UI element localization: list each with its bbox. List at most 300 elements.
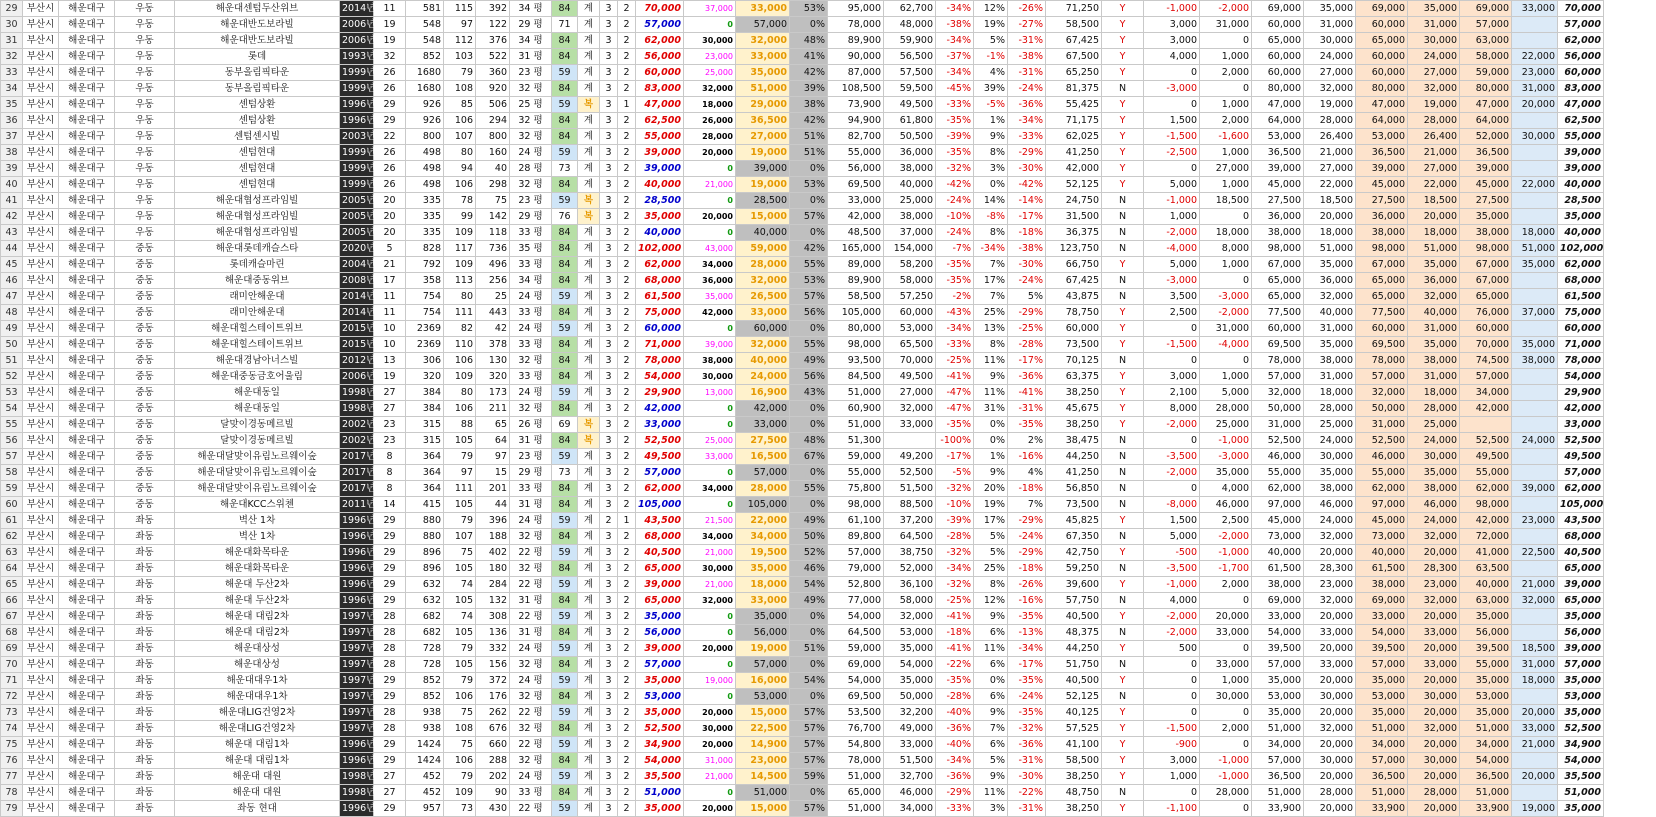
area-cell[interactable]: 73 [552,465,578,481]
sale-change-cell[interactable]: 0 [1144,433,1200,449]
quote-sale-cell[interactable]: 77,500 [1252,305,1304,321]
unit-count-cell[interactable]: 160 [476,145,510,161]
peak-price-cell[interactable]: 52,800 [828,577,884,593]
apartment-name-cell[interactable]: 동부올림픽타운 [175,65,340,81]
drop-rate-cell[interactable]: -32% [936,481,974,497]
sale-change-cell[interactable]: 8,000 [1144,401,1200,417]
low-price-cell[interactable]: 49,200 [884,449,936,465]
jeonse-ratio-cell[interactable]: 0% [790,609,828,625]
quote-sale-2-cell[interactable]: 55,000 [1356,465,1408,481]
peak-price-cell[interactable]: 89,800 [828,529,884,545]
low-price-cell[interactable]: 32,200 [884,705,936,721]
row-number[interactable]: 43 [1,225,23,241]
quote-sale-3-cell[interactable]: 98,000 [1460,241,1512,257]
quote-sale-cell[interactable]: 38,000 [1252,225,1304,241]
baths-cell[interactable]: 2 [618,401,636,417]
quote-sale-cell[interactable]: 47,000 [1252,97,1304,113]
unit-count-cell[interactable]: 122 [476,17,510,33]
change-rate-cell[interactable]: -33% [1008,129,1046,145]
quote-jeonse-2-cell[interactable]: 40,000 [1408,305,1460,321]
build-year-cell[interactable]: 2006년 [340,369,374,385]
baths-cell[interactable]: 2 [618,81,636,97]
city-cell[interactable]: 부산시 [23,801,59,817]
final-price-cell[interactable]: 75,000 [1558,305,1604,321]
jeonse-ratio-cell[interactable]: 53% [790,1,828,17]
sale-change-cell[interactable]: -3,500 [1144,449,1200,465]
jeonse-change-cell[interactable]: 0 [1200,705,1252,721]
jeonse-change-cell[interactable]: 0 [1200,209,1252,225]
baths-cell[interactable]: 2 [618,225,636,241]
apartment-name-cell[interactable]: 해운대달맞이유림노르웨이숲 [175,481,340,497]
jeonse-price-cell[interactable]: 36,000 [684,273,736,289]
rooms-cell[interactable]: 3 [600,241,618,257]
quote-jeonse-2-cell[interactable]: 23,000 [1408,577,1460,593]
low-price-cell[interactable]: 35,000 [884,673,936,689]
flag-cell[interactable]: Y [1102,401,1144,417]
gap-cell[interactable]: 26,500 [736,289,790,305]
area-cell[interactable]: 76 [552,209,578,225]
low-price-cell[interactable]: 64,500 [884,529,936,545]
row-number[interactable]: 69 [1,641,23,657]
build-year-cell[interactable]: 1997년 [340,641,374,657]
quote-jeonse-2-cell[interactable]: 30,000 [1408,689,1460,705]
quote-sale-3-cell[interactable]: 69,000 [1460,1,1512,17]
quote-sale-2-cell[interactable]: 80,000 [1356,81,1408,97]
neighborhood-cell[interactable]: 우동 [115,209,175,225]
jeonse-ratio-cell[interactable]: 49% [790,353,828,369]
quote-jeonse-3-cell[interactable]: 18,500 [1512,641,1558,657]
city-cell[interactable]: 부산시 [23,417,59,433]
row-number[interactable]: 30 [1,17,23,33]
final-price-cell[interactable]: 34,900 [1558,737,1604,753]
build-year-cell[interactable]: 1998년 [340,785,374,801]
final-price-cell[interactable]: 62,500 [1558,113,1604,129]
district-cell[interactable]: 해운대구 [59,801,115,817]
drop-rate-cell[interactable]: -32% [936,545,974,561]
age-cell[interactable]: 11 [374,305,406,321]
row-number[interactable]: 55 [1,417,23,433]
households-cell[interactable]: 581 [406,1,444,17]
quote-jeonse-3-cell[interactable] [1512,785,1558,801]
drop-rate-cell[interactable]: -28% [936,529,974,545]
supply-area-cell[interactable]: 103 [444,49,476,65]
change-rate-cell[interactable]: -35% [1008,417,1046,433]
quote-jeonse-3-cell[interactable]: 24,000 [1512,433,1558,449]
jeonse-change-cell[interactable]: -1,000 [1200,433,1252,449]
quote-sale-cell[interactable]: 33,000 [1252,609,1304,625]
change-rate-cell[interactable]: -26% [1008,577,1046,593]
unit-count-cell[interactable]: 173 [476,385,510,401]
build-year-cell[interactable]: 1998년 [340,769,374,785]
age-cell[interactable]: 20 [374,225,406,241]
quote-sale-2-cell[interactable]: 57,000 [1356,657,1408,673]
neighborhood-cell[interactable]: 좌동 [115,609,175,625]
unit-count-cell[interactable]: 522 [476,49,510,65]
stair-type-cell[interactable]: 계 [578,321,600,337]
area-cell[interactable]: 73 [552,161,578,177]
drop-rate-cell[interactable]: -41% [936,369,974,385]
gap-cell[interactable]: 57,000 [736,465,790,481]
reference-price-cell[interactable]: 73,500 [1046,497,1102,513]
pyeong-cell[interactable]: 23 평 [510,65,552,81]
unit-count-cell[interactable]: 25 [476,289,510,305]
age-cell[interactable]: 29 [374,513,406,529]
rooms-cell[interactable]: 3 [600,737,618,753]
quote-jeonse-cell[interactable]: 35,000 [1304,257,1356,273]
city-cell[interactable]: 부산시 [23,273,59,289]
peak-price-cell[interactable]: 54,000 [828,673,884,689]
final-price-cell[interactable]: 54,000 [1558,753,1604,769]
supply-area-cell[interactable]: 115 [444,1,476,17]
rebound-rate-cell[interactable]: -5% [974,97,1008,113]
supply-area-cell[interactable]: 106 [444,689,476,705]
jeonse-change-cell[interactable]: -3,000 [1200,289,1252,305]
district-cell[interactable]: 해운대구 [59,81,115,97]
gap-cell[interactable]: 33,000 [736,593,790,609]
drop-rate-cell[interactable]: -33% [936,801,974,817]
flag-cell[interactable]: N [1102,449,1144,465]
neighborhood-cell[interactable]: 우동 [115,81,175,97]
quote-sale-2-cell[interactable]: 45,000 [1356,513,1408,529]
area-cell[interactable]: 84 [552,753,578,769]
flag-cell[interactable]: N [1102,81,1144,97]
change-rate-cell[interactable]: -30% [1008,161,1046,177]
change-rate-cell[interactable]: -25% [1008,321,1046,337]
peak-price-cell[interactable]: 61,100 [828,513,884,529]
drop-rate-cell[interactable]: -2% [936,289,974,305]
gap-cell[interactable]: 60,000 [736,321,790,337]
quote-jeonse-cell[interactable]: 20,000 [1304,769,1356,785]
row-number[interactable]: 67 [1,609,23,625]
city-cell[interactable]: 부산시 [23,769,59,785]
drop-rate-cell[interactable]: -34% [936,33,974,49]
unit-count-cell[interactable]: 800 [476,129,510,145]
quote-jeonse-cell[interactable]: 30,000 [1304,689,1356,705]
supply-area-cell[interactable]: 73 [444,801,476,817]
jeonse-ratio-cell[interactable]: 0% [790,625,828,641]
city-cell[interactable]: 부산시 [23,513,59,529]
rebound-rate-cell[interactable]: 9% [974,129,1008,145]
rooms-cell[interactable]: 3 [600,129,618,145]
quote-sale-2-cell[interactable]: 35,000 [1356,705,1408,721]
jeonse-change-cell[interactable]: 28,000 [1200,785,1252,801]
low-price-cell[interactable]: 27,000 [884,385,936,401]
pyeong-cell[interactable]: 22 평 [510,577,552,593]
jeonse-price-cell[interactable]: 21,000 [684,545,736,561]
quote-sale-2-cell[interactable]: 32,000 [1356,385,1408,401]
flag-cell[interactable]: Y [1102,17,1144,33]
area-cell[interactable]: 84 [552,241,578,257]
households-cell[interactable]: 792 [406,257,444,273]
supply-area-cell[interactable]: 80 [444,145,476,161]
flag-cell[interactable]: N [1102,465,1144,481]
final-price-cell[interactable]: 71,000 [1558,337,1604,353]
quote-jeonse-3-cell[interactable]: 39,000 [1512,481,1558,497]
quote-sale-cell[interactable]: 78,000 [1252,353,1304,369]
low-price-cell[interactable]: 57,250 [884,289,936,305]
final-price-cell[interactable]: 57,000 [1558,465,1604,481]
area-cell[interactable]: 59 [552,577,578,593]
city-cell[interactable]: 부산시 [23,465,59,481]
reference-price-cell[interactable]: 41,250 [1046,145,1102,161]
neighborhood-cell[interactable]: 좌동 [115,737,175,753]
jeonse-change-cell[interactable]: -3,000 [1200,449,1252,465]
quote-jeonse-cell[interactable]: 20,000 [1304,801,1356,817]
drop-rate-cell[interactable]: -35% [936,145,974,161]
change-rate-cell[interactable]: -29% [1008,513,1046,529]
rooms-cell[interactable]: 3 [600,625,618,641]
low-price-cell[interactable]: 52,000 [884,561,936,577]
drop-rate-cell[interactable]: -40% [936,705,974,721]
flag-cell[interactable]: Y [1102,721,1144,737]
area-cell[interactable]: 84 [552,657,578,673]
area-cell[interactable]: 84 [552,481,578,497]
jeonse-price-cell[interactable]: 20,000 [684,641,736,657]
change-rate-cell[interactable]: -35% [1008,673,1046,689]
sale-change-cell[interactable]: -500 [1144,545,1200,561]
final-price-cell[interactable]: 56,000 [1558,49,1604,65]
age-cell[interactable]: 27 [374,769,406,785]
pyeong-cell[interactable]: 32 평 [510,721,552,737]
sale-change-cell[interactable]: -1,500 [1144,337,1200,353]
age-cell[interactable]: 32 [374,49,406,65]
gap-cell[interactable]: 40,000 [736,225,790,241]
build-year-cell[interactable]: 1999년 [340,145,374,161]
flag-cell[interactable]: Y [1102,337,1144,353]
supply-area-cell[interactable]: 74 [444,577,476,593]
district-cell[interactable]: 해운대구 [59,337,115,353]
supply-area-cell[interactable]: 79 [444,673,476,689]
sale-price-cell[interactable]: 52,500 [636,433,684,449]
row-number[interactable]: 75 [1,737,23,753]
quote-sale-2-cell[interactable]: 69,000 [1356,1,1408,17]
district-cell[interactable]: 해운대구 [59,193,115,209]
neighborhood-cell[interactable]: 우동 [115,193,175,209]
build-year-cell[interactable]: 1999년 [340,161,374,177]
area-cell[interactable]: 84 [552,593,578,609]
low-price-cell[interactable]: 62,700 [884,1,936,17]
quote-jeonse-cell[interactable]: 33,000 [1304,625,1356,641]
peak-price-cell[interactable]: 69,500 [828,689,884,705]
quote-jeonse-cell[interactable]: 24,000 [1304,49,1356,65]
quote-jeonse-cell[interactable]: 28,300 [1304,561,1356,577]
apartment-name-cell[interactable]: 해운대대우1차 [175,673,340,689]
reference-price-cell[interactable]: 45,675 [1046,401,1102,417]
quote-jeonse-3-cell[interactable]: 22,000 [1512,49,1558,65]
sale-price-cell[interactable]: 62,500 [636,113,684,129]
quote-sale-cell[interactable]: 69,000 [1252,1,1304,17]
quote-jeonse-cell[interactable]: 32,000 [1304,81,1356,97]
unit-count-cell[interactable]: 211 [476,401,510,417]
peak-price-cell[interactable]: 64,500 [828,625,884,641]
neighborhood-cell[interactable]: 좌동 [115,593,175,609]
final-price-cell[interactable]: 57,000 [1558,657,1604,673]
gap-cell[interactable]: 15,000 [736,209,790,225]
baths-cell[interactable]: 2 [618,689,636,705]
area-cell[interactable]: 84 [552,129,578,145]
gap-cell[interactable]: 29,000 [736,97,790,113]
final-price-cell[interactable]: 60,000 [1558,321,1604,337]
quote-jeonse-2-cell[interactable]: 20,000 [1408,209,1460,225]
sale-price-cell[interactable]: 33,000 [636,417,684,433]
jeonse-change-cell[interactable]: 1,000 [1200,177,1252,193]
jeonse-price-cell[interactable]: 0 [684,321,736,337]
quote-sale-cell[interactable]: 55,000 [1252,465,1304,481]
row-number[interactable]: 44 [1,241,23,257]
jeonse-price-cell[interactable]: 37,000 [684,1,736,17]
flag-cell[interactable]: N [1102,225,1144,241]
age-cell[interactable]: 29 [374,689,406,705]
rebound-rate-cell[interactable]: 0% [974,417,1008,433]
drop-rate-cell[interactable]: -43% [936,305,974,321]
row-number[interactable]: 38 [1,145,23,161]
flag-cell[interactable]: Y [1102,177,1144,193]
stair-type-cell[interactable]: 계 [578,81,600,97]
neighborhood-cell[interactable]: 중동 [115,273,175,289]
supply-area-cell[interactable]: 111 [444,481,476,497]
city-cell[interactable]: 부산시 [23,65,59,81]
rooms-cell[interactable]: 3 [600,49,618,65]
rooms-cell[interactable]: 3 [600,433,618,449]
stair-type-cell[interactable]: 복 [578,433,600,449]
quote-sale-cell[interactable]: 97,000 [1252,497,1304,513]
sale-price-cell[interactable]: 71,000 [636,337,684,353]
row-number[interactable]: 68 [1,625,23,641]
peak-price-cell[interactable]: 59,000 [828,449,884,465]
supply-area-cell[interactable]: 106 [444,177,476,193]
unit-count-cell[interactable]: 308 [476,609,510,625]
final-price-cell[interactable]: 40,500 [1558,545,1604,561]
change-rate-cell[interactable]: -16% [1008,593,1046,609]
gap-cell[interactable]: 59,000 [736,241,790,257]
quote-jeonse-2-cell[interactable]: 32,000 [1408,721,1460,737]
sale-price-cell[interactable]: 61,500 [636,289,684,305]
apartment-name-cell[interactable]: 해운대대우1차 [175,689,340,705]
low-price-cell[interactable]: 50,500 [884,129,936,145]
jeonse-change-cell[interactable]: -1,000 [1200,545,1252,561]
quote-sale-cell[interactable]: 36,500 [1252,769,1304,785]
jeonse-price-cell[interactable]: 34,000 [684,481,736,497]
peak-price-cell[interactable]: 78,000 [828,753,884,769]
jeonse-price-cell[interactable]: 0 [684,689,736,705]
jeonse-change-cell[interactable]: -2,000 [1200,529,1252,545]
drop-rate-cell[interactable]: -24% [936,193,974,209]
baths-cell[interactable]: 2 [618,769,636,785]
supply-area-cell[interactable]: 78 [444,193,476,209]
peak-price-cell[interactable]: 89,900 [828,273,884,289]
jeonse-ratio-cell[interactable]: 42% [790,113,828,129]
rebound-rate-cell[interactable]: 8% [974,225,1008,241]
households-cell[interactable]: 896 [406,561,444,577]
change-rate-cell[interactable]: -18% [1008,481,1046,497]
baths-cell[interactable]: 2 [618,641,636,657]
apartment-name-cell[interactable]: 해운대힐스테이트위브 [175,337,340,353]
quote-sale-cell[interactable]: 45,000 [1252,513,1304,529]
households-cell[interactable]: 364 [406,481,444,497]
change-rate-cell[interactable]: -35% [1008,609,1046,625]
stair-type-cell[interactable]: 계 [578,673,600,689]
sale-price-cell[interactable]: 42,000 [636,401,684,417]
quote-sale-3-cell[interactable]: 60,000 [1460,321,1512,337]
sale-change-cell[interactable]: -4,000 [1144,241,1200,257]
unit-count-cell[interactable]: 402 [476,545,510,561]
quote-jeonse-2-cell[interactable]: 30,000 [1408,449,1460,465]
sale-change-cell[interactable]: -2,000 [1144,609,1200,625]
jeonse-ratio-cell[interactable]: 0% [790,657,828,673]
quote-jeonse-2-cell[interactable]: 46,000 [1408,497,1460,513]
gap-cell[interactable]: 18,000 [736,577,790,593]
jeonse-price-cell[interactable]: 0 [684,625,736,641]
gap-cell[interactable]: 105,000 [736,497,790,513]
row-number[interactable]: 61 [1,513,23,529]
peak-price-cell[interactable]: 94,900 [828,113,884,129]
quote-jeonse-3-cell[interactable]: 21,000 [1512,577,1558,593]
build-year-cell[interactable]: 2002년 [340,433,374,449]
quote-sale-2-cell[interactable]: 39,000 [1356,161,1408,177]
jeonse-change-cell[interactable]: 35,000 [1200,465,1252,481]
final-price-cell[interactable]: 83,000 [1558,81,1604,97]
neighborhood-cell[interactable]: 좌동 [115,561,175,577]
build-year-cell[interactable]: 2004년 [340,257,374,273]
quote-jeonse-2-cell[interactable]: 24,000 [1408,49,1460,65]
age-cell[interactable]: 29 [374,801,406,817]
jeonse-ratio-cell[interactable]: 42% [790,65,828,81]
quote-sale-cell[interactable]: 45,000 [1252,177,1304,193]
gap-cell[interactable]: 16,000 [736,673,790,689]
row-number[interactable]: 73 [1,705,23,721]
jeonse-change-cell[interactable]: 31,000 [1200,17,1252,33]
baths-cell[interactable]: 2 [618,785,636,801]
build-year-cell[interactable]: 1997년 [340,673,374,689]
drop-rate-cell[interactable]: -34% [936,65,974,81]
quote-jeonse-2-cell[interactable]: 33,000 [1408,657,1460,673]
jeonse-ratio-cell[interactable]: 0% [790,193,828,209]
unit-count-cell[interactable]: 496 [476,257,510,273]
change-rate-cell[interactable]: -30% [1008,769,1046,785]
neighborhood-cell[interactable]: 중동 [115,465,175,481]
quote-jeonse-2-cell[interactable]: 31,000 [1408,17,1460,33]
age-cell[interactable]: 8 [374,449,406,465]
apartment-name-cell[interactable]: 해운대중동금호어울림 [175,369,340,385]
quote-sale-2-cell[interactable]: 36,000 [1356,209,1408,225]
sale-price-cell[interactable]: 35,000 [636,673,684,689]
area-cell[interactable]: 59 [552,705,578,721]
quote-sale-3-cell[interactable]: 55,000 [1460,465,1512,481]
row-number[interactable]: 46 [1,273,23,289]
reference-price-cell[interactable]: 58,500 [1046,753,1102,769]
pyeong-cell[interactable]: 24 평 [510,385,552,401]
rebound-rate-cell[interactable]: 0% [974,673,1008,689]
unit-count-cell[interactable]: 118 [476,225,510,241]
quote-jeonse-cell[interactable]: 18,000 [1304,225,1356,241]
sale-price-cell[interactable]: 39,000 [636,145,684,161]
quote-jeonse-2-cell[interactable]: 28,000 [1408,401,1460,417]
flag-cell[interactable]: N [1102,433,1144,449]
supply-area-cell[interactable]: 106 [444,113,476,129]
district-cell[interactable]: 해운대구 [59,705,115,721]
pyeong-cell[interactable]: 29 평 [510,209,552,225]
district-cell[interactable]: 해운대구 [59,209,115,225]
jeonse-change-cell[interactable]: 1,000 [1200,673,1252,689]
quote-jeonse-3-cell[interactable] [1512,417,1558,433]
jeonse-change-cell[interactable]: 5,000 [1200,385,1252,401]
jeonse-price-cell[interactable]: 30,000 [684,561,736,577]
jeonse-price-cell[interactable]: 0 [684,465,736,481]
city-cell[interactable]: 부산시 [23,401,59,417]
final-price-cell[interactable]: 35,000 [1558,801,1604,817]
gap-cell[interactable]: 19,000 [736,641,790,657]
age-cell[interactable]: 21 [374,257,406,273]
